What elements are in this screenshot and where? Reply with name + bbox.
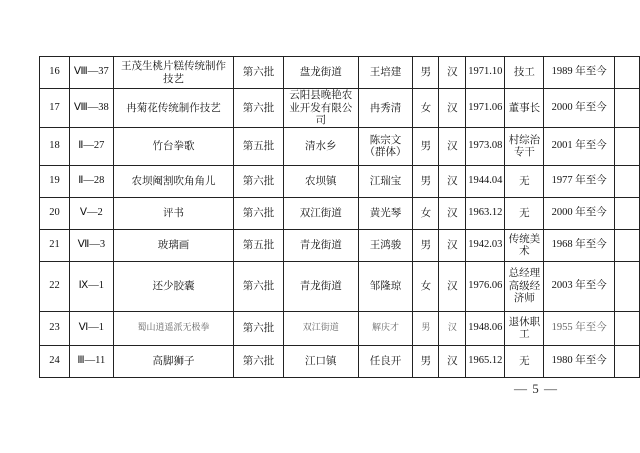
batch: 第六批	[234, 197, 284, 229]
project-code: Ⅲ—11	[69, 345, 113, 377]
inheritor-name: 王培建	[358, 57, 413, 89]
inheritor-name: 王鸿骏	[358, 229, 413, 261]
ethnicity: 汉	[439, 127, 466, 165]
project-code: Ⅱ—28	[69, 165, 113, 197]
project-name: 冉菊花传统制作技艺	[113, 89, 233, 128]
birth-date: 1944.04	[466, 165, 505, 197]
project-name: 高脚狮子	[113, 345, 233, 377]
row-number: 17	[40, 89, 70, 128]
remarks-cell	[615, 229, 640, 261]
ethnicity: 汉	[439, 261, 466, 311]
remarks-cell	[615, 261, 640, 311]
area: 江口镇	[283, 345, 358, 377]
birth-date: 1971.10	[466, 57, 505, 89]
table-row	[40, 165, 640, 197]
practice-period: 2000 年至今	[544, 89, 615, 128]
project-code: Ⅶ—3	[69, 229, 113, 261]
occupation: 技工	[505, 57, 544, 89]
practice-period: 2000 年至今	[544, 197, 615, 229]
batch: 第六批	[234, 89, 284, 128]
ethnicity: 汉	[439, 345, 466, 377]
inheritor-name: 冉秀清	[358, 89, 413, 128]
inheritor-name: 邹隆琼	[358, 261, 413, 311]
area: 青龙街道	[283, 229, 358, 261]
row-number: 18	[40, 127, 70, 165]
table-row	[40, 311, 640, 345]
project-name: 还少胶囊	[113, 261, 233, 311]
inheritor-name: 陈宗文（群体）	[358, 127, 413, 165]
practice-period: 1968 年至今	[544, 229, 615, 261]
occupation: 总经理高级经济师	[505, 261, 544, 311]
gender: 女	[413, 89, 439, 128]
practice-period: 1980 年至今	[544, 345, 615, 377]
batch: 第六批	[234, 57, 284, 89]
batch: 第五批	[234, 229, 284, 261]
remarks-cell	[615, 57, 640, 89]
inheritor-name: 解庆才	[358, 311, 413, 345]
birth-date: 1973.08	[466, 127, 505, 165]
ethnicity: 汉	[439, 311, 466, 345]
project-code: Ⅷ—38	[69, 89, 113, 128]
row-number: 19	[40, 165, 70, 197]
ethnicity: 汉	[439, 89, 466, 128]
project-name: 竹台拳歌	[113, 127, 233, 165]
area: 清水乡	[283, 127, 358, 165]
birth-date: 1948.06	[466, 311, 505, 345]
table-row	[40, 57, 640, 89]
remarks-cell	[615, 311, 640, 345]
project-code: Ⅷ—37	[69, 57, 113, 89]
table-row	[40, 197, 640, 229]
birth-date: 1965.12	[466, 345, 505, 377]
ethnicity: 汉	[439, 229, 466, 261]
project-code: Ⅱ—27	[69, 127, 113, 165]
gender: 女	[413, 197, 439, 229]
ethnicity: 汉	[439, 165, 466, 197]
ethnicity: 汉	[439, 57, 466, 89]
inheritor-table	[39, 56, 640, 378]
practice-period: 1977 年至今	[544, 165, 615, 197]
batch: 第五批	[234, 127, 284, 165]
gender: 男	[413, 229, 439, 261]
table-row	[40, 261, 640, 311]
row-number: 22	[40, 261, 70, 311]
birth-date: 1976.06	[466, 261, 505, 311]
occupation: 村综治专干	[505, 127, 544, 165]
project-code: Ⅵ—1	[69, 311, 113, 345]
batch: 第六批	[234, 261, 284, 311]
remarks-cell	[615, 345, 640, 377]
area: 盘龙街道	[283, 57, 358, 89]
area: 云阳县晚艳农业开发有限公司	[283, 89, 358, 128]
area: 青龙街道	[283, 261, 358, 311]
gender: 女	[413, 261, 439, 311]
birth-date: 1942.03	[466, 229, 505, 261]
table-row	[40, 229, 640, 261]
inheritor-name: 江瑞宝	[358, 165, 413, 197]
gender: 男	[413, 165, 439, 197]
batch: 第六批	[234, 165, 284, 197]
row-number: 21	[40, 229, 70, 261]
practice-period: 2003 年至今	[544, 261, 615, 311]
row-number: 24	[40, 345, 70, 377]
page-number: — 5 —	[514, 381, 558, 396]
area: 农坝镇	[283, 165, 358, 197]
inheritor-name: 黄光琴	[358, 197, 413, 229]
table-row	[40, 127, 640, 165]
occupation: 传统美术	[505, 229, 544, 261]
gender: 男	[413, 345, 439, 377]
project-code: Ⅸ—1	[69, 261, 113, 311]
birth-date: 1963.12	[466, 197, 505, 229]
project-name: 王茂生桃片糕传统制作技艺	[113, 57, 233, 89]
occupation: 董事长	[505, 89, 544, 128]
remarks-cell	[615, 197, 640, 229]
gender: 男	[413, 311, 439, 345]
row-number: 20	[40, 197, 70, 229]
occupation: 无	[505, 165, 544, 197]
ethnicity: 汉	[439, 197, 466, 229]
table-row	[40, 89, 640, 128]
birth-date: 1971.06	[466, 89, 505, 128]
practice-period: 1955 年至今	[544, 311, 615, 345]
project-name: 玻璃画	[113, 229, 233, 261]
practice-period: 1989 年至今	[544, 57, 615, 89]
project-name: 评书	[113, 197, 233, 229]
remarks-cell	[615, 165, 640, 197]
occupation: 无	[505, 345, 544, 377]
project-name: 蜀山逍遥派无极拳	[113, 311, 233, 345]
project-name: 农坝阉割吹角角儿	[113, 165, 233, 197]
table-row	[40, 345, 640, 377]
gender: 男	[413, 57, 439, 89]
project-code: Ⅴ—2	[69, 197, 113, 229]
gender: 男	[413, 127, 439, 165]
row-number: 23	[40, 311, 70, 345]
batch: 第六批	[234, 345, 284, 377]
remarks-cell	[615, 127, 640, 165]
occupation: 无	[505, 197, 544, 229]
area: 双江街道	[283, 197, 358, 229]
area: 双江街道	[283, 311, 358, 345]
practice-period: 2001 年至今	[544, 127, 615, 165]
remarks-cell	[615, 89, 640, 128]
row-number: 16	[40, 57, 70, 89]
batch: 第六批	[234, 311, 284, 345]
inheritor-name: 任良开	[358, 345, 413, 377]
occupation: 退休职工	[505, 311, 544, 345]
